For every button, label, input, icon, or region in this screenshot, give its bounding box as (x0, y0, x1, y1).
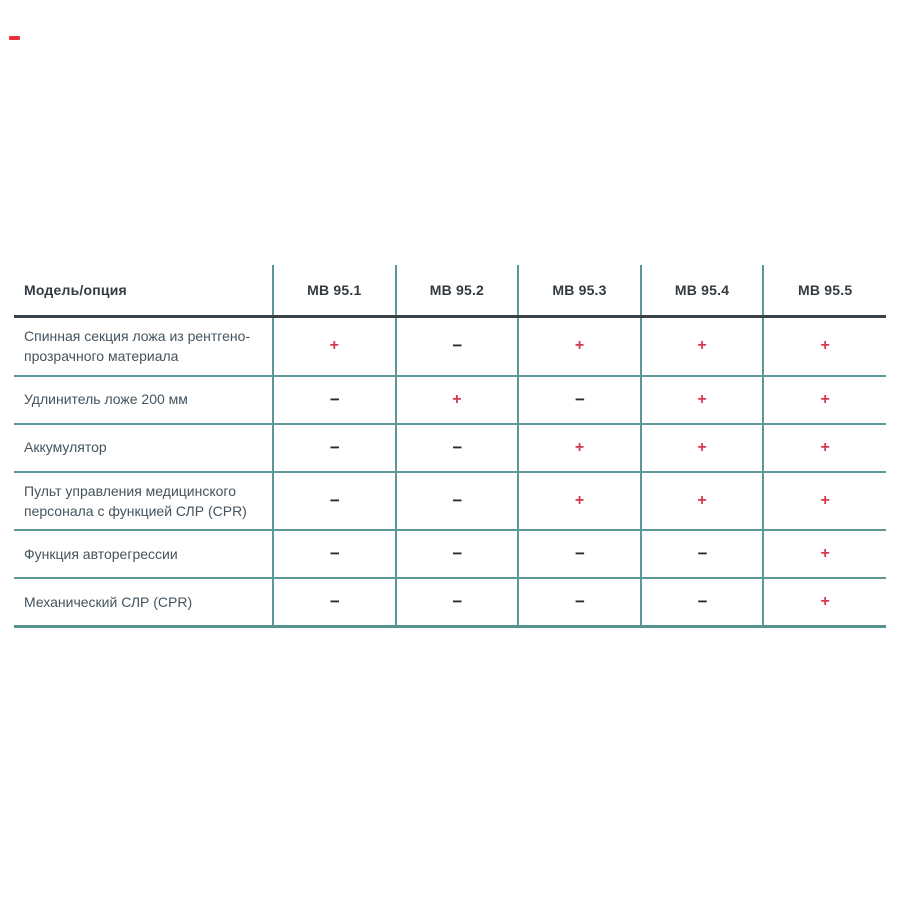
availability-cell: + (763, 317, 886, 376)
red-dash-decoration (9, 36, 20, 40)
table-row (14, 317, 886, 376)
feature-name-cell: Механический СЛР (CPR) (14, 578, 273, 626)
availability-cell: + (273, 317, 396, 376)
column-header-mb-95-3: МВ 95.3 (518, 265, 641, 317)
feature-name-cell: Функция авторегрессии (14, 530, 273, 578)
feature-name-cell: Удлинитель ложе 200 мм (14, 376, 273, 424)
availability-cell: + (641, 376, 764, 424)
availability-cell: − (396, 317, 519, 376)
availability-cell: − (641, 578, 764, 626)
availability-cell: − (641, 530, 764, 578)
table-row (14, 472, 886, 531)
table-row (14, 578, 886, 626)
column-header-mb-95-5: МВ 95.5 (763, 265, 886, 317)
availability-cell: − (396, 472, 519, 531)
availability-cell: + (518, 317, 641, 376)
availability-cell: − (396, 424, 519, 472)
availability-cell: + (763, 424, 886, 472)
availability-cell: − (273, 472, 396, 531)
feature-name-cell: Аккумулятор (14, 424, 273, 472)
feature-name-cell: Спинная секция ложа из рентгено-прозрачного материала (14, 317, 273, 376)
column-header-mb-95-2: МВ 95.2 (396, 265, 519, 317)
availability-cell: − (518, 376, 641, 424)
availability-cell: − (396, 578, 519, 626)
column-header-mb-95-4: МВ 95.4 (641, 265, 764, 317)
availability-cell: − (273, 530, 396, 578)
availability-cell: + (518, 424, 641, 472)
availability-cell: + (763, 472, 886, 531)
availability-cell: − (273, 424, 396, 472)
table-row (14, 376, 886, 424)
availability-cell: − (273, 578, 396, 626)
column-header-mb-95-1: МВ 95.1 (273, 265, 396, 317)
table-header-row (14, 265, 886, 317)
availability-cell: − (518, 578, 641, 626)
column-header-option: Модель/опция (14, 265, 273, 317)
availability-cell: + (641, 472, 764, 531)
availability-cell: − (273, 376, 396, 424)
table-row (14, 424, 886, 472)
availability-cell: − (518, 530, 641, 578)
feature-name-cell: Пульт управления медицинского персонала с функцией СЛР (CPR) (14, 472, 273, 531)
availability-cell: + (763, 530, 886, 578)
availability-cell: + (641, 424, 764, 472)
model-options-table-container (14, 265, 886, 628)
availability-cell: + (518, 472, 641, 531)
availability-cell: + (763, 376, 886, 424)
table-row (14, 530, 886, 578)
availability-cell: + (763, 578, 886, 626)
availability-cell: + (396, 376, 519, 424)
model-options-comparison-table (14, 265, 886, 628)
availability-cell: − (396, 530, 519, 578)
availability-cell: + (641, 317, 764, 376)
